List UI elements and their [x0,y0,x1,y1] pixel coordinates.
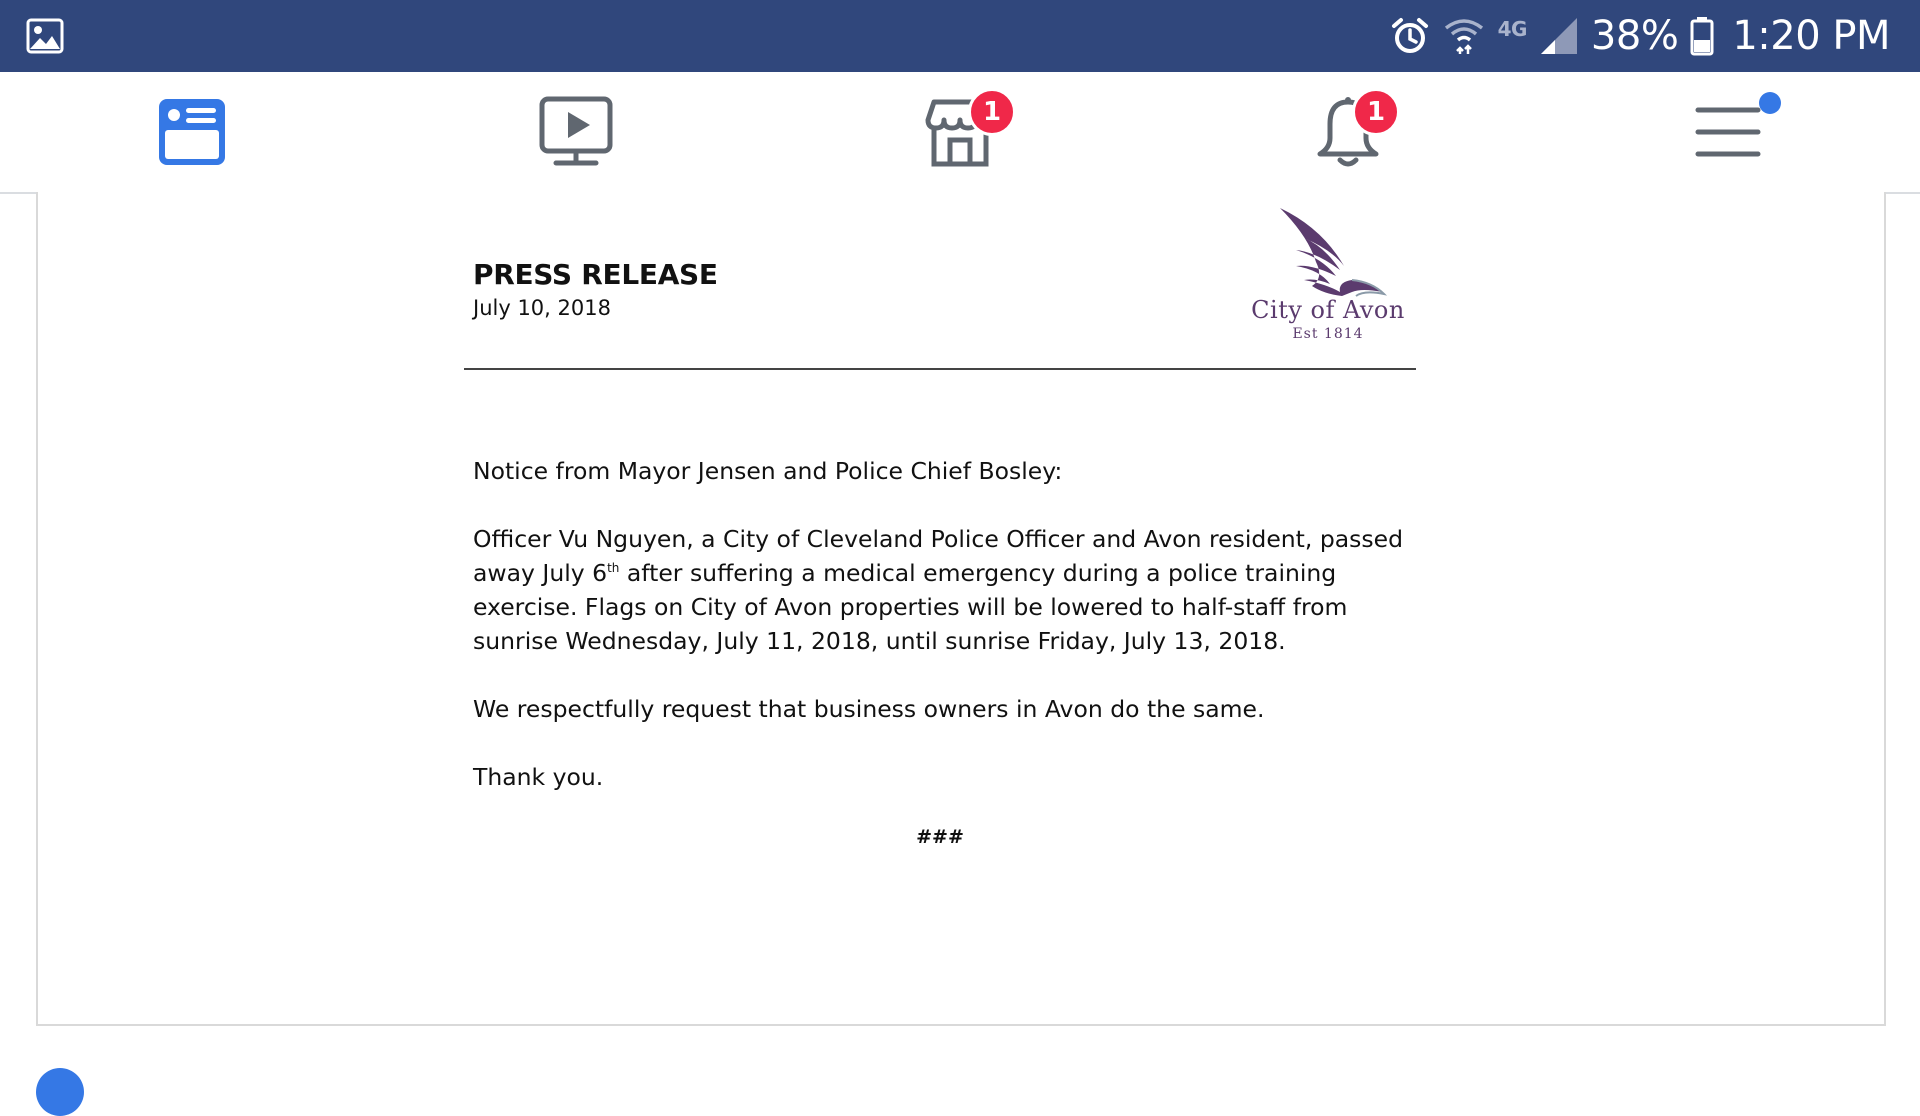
logo-city-name: City of Avon [1251,296,1405,324]
tab-menu[interactable] [1628,72,1828,192]
logo-established: Est 1814 [1292,326,1364,342]
greeting-line: Notice from Mayor Jensen and Police Chief Bosley: [473,457,1063,485]
logo-wordmark [1228,296,1428,342]
status-icons [1390,0,1890,72]
tab-watch[interactable] [476,72,676,192]
tab-news-feed[interactable] [92,72,292,192]
battery-percent: 38% [1590,13,1679,59]
news-feed-icon [156,96,228,168]
signal-icon [1539,16,1579,56]
hamburger-icon [1694,100,1762,164]
battery-icon [1690,16,1714,56]
press-release-body [473,454,1423,828]
clock: 1:20 PM [1732,13,1890,59]
wifi-icon [1442,16,1486,56]
marketplace-badge: 1 [968,88,1016,136]
status-bar [0,0,1920,72]
city-of-avon-logo [1212,200,1502,370]
video-icon [538,96,614,168]
alarm-icon [1390,16,1430,56]
header-divider [464,368,1416,370]
closing-line: Thank you. [473,763,604,791]
top-nav-bar [0,72,1920,194]
body-paragraph-1: Officer Vu Nguyen, a City of Cleveland Police Officer and Avon resident, passed away July 6th after suffering a medical emergency during a police training exercise. Flags on City of Avon properties will be lowered to half-staff from sunrise Wednesday, July 11, 2018, until sunrise Friday, July 13, 2018. [473,525,1404,655]
gallery-icon [26,18,64,54]
end-mark: ### [916,826,964,848]
avatar[interactable] [36,1068,84,1116]
body-paragraph-2: We respectfully request that business owners in Avon do the same. [473,695,1265,723]
menu-dot-indicator [1759,92,1781,114]
notifications-badge: 1 [1352,88,1400,136]
press-release-date: July 10, 2018 [473,296,611,320]
tab-marketplace[interactable] [860,72,1060,192]
tab-notifications[interactable] [1248,72,1448,192]
press-release-title: PRESS RELEASE [473,258,718,291]
network-type: 4G [1497,17,1527,41]
